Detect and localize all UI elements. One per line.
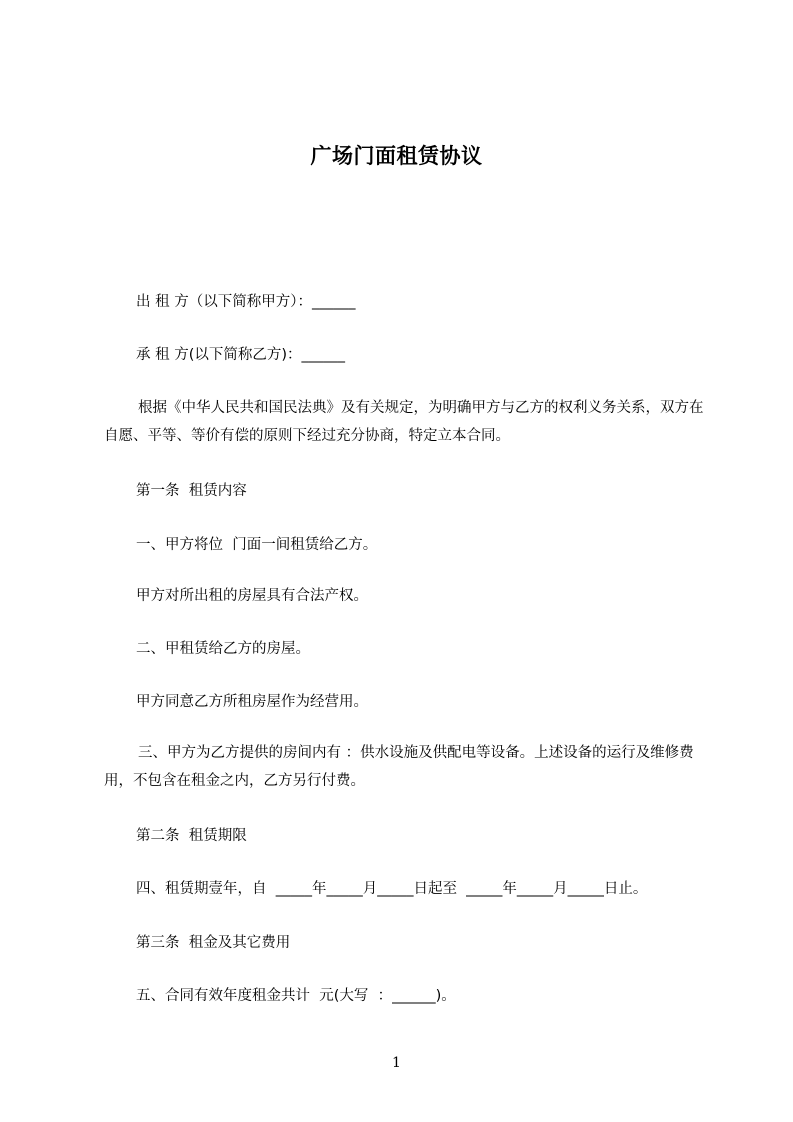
clause4: 四、租赁期壹年，自 _____年_____月_____日起至 _____年_____月_____日止。 [136,881,648,897]
lessee-line: 承 租 方(以下简称乙方)：______ [136,347,346,363]
document-title: 广场门面租赁协议 [310,144,483,168]
page-number: 1 [392,1055,401,1071]
article2-heading: 第二条 租赁期限 [136,828,247,844]
clause2-note: 甲方同意乙方所租房屋作为经营用。 [136,694,368,710]
clause1-note: 甲方对所出租的房屋具有合法产权。 [136,588,368,604]
preamble-text: 根据《中华人民共和国民法典》及有关规定，为明确甲方与乙方的权利义务关系，双方在自愿、平等、等价有偿的原则下经过充分协商，特定立本合同。 [104,400,704,444]
clause1: 一、甲方将位 门面一间租赁给乙方。 [136,537,378,553]
article1-heading: 第一条 租赁内容 [136,483,247,499]
clause3-paragraph [104,739,704,795]
clause3-text: 三、甲方为乙方提供的房间内有 ：供水设施及供配电等设备。上述设备的运行及维修费用，不包含在租金之内，乙方另行付费。 [104,745,694,789]
preamble-paragraph [104,394,704,450]
clause2: 二、甲租赁给乙方的房屋。 [136,641,310,657]
article3-heading: 第三条 租金及其它费用 [136,935,291,951]
clause5: 五、合同有效年度租金共计 元(大写 ：______)。 [136,988,456,1004]
lessor-line: 出 租 方（以下简称甲方）：______ [136,294,356,310]
